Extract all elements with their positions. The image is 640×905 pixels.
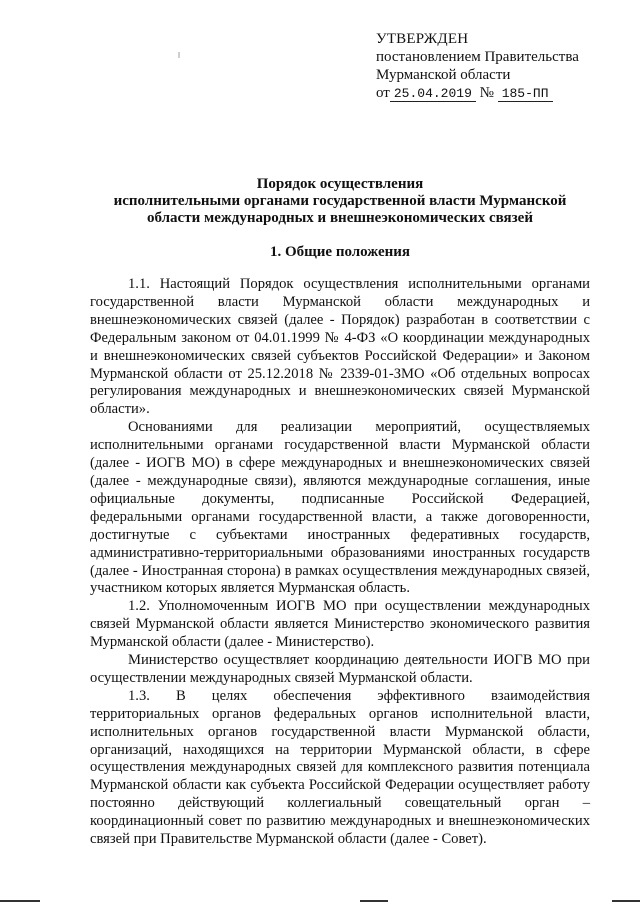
date-prefix: от [376, 85, 390, 101]
footer-rule-left [0, 900, 40, 902]
approval-heading: УТВЕРЖДЕН [376, 31, 469, 47]
approval-block [376, 30, 616, 102]
paragraph-1-1: 1.1. Настоящий Порядок осуществления исполнительными органами государственной власти Мурманской области международных и внешнеэкономических связей (далее - Порядок) разработан в соответствии с Федеральным законом от 04.01.1999 № 4-ФЗ «О координации международных и внешнеэкономических связей субъектов Российской Федерации» и Законом Мурманской области от 25.12.2018 № 2339-01-ЗМО «Об отдельных вопросах регулирования международных и внешнеэкономических связей Мурманской области». [90, 276, 590, 418]
approval-line-2: Мурманской области [376, 67, 511, 83]
title-line-2: исполнительными органами государственной власти Мурманской [113, 193, 567, 209]
approval-date-line [376, 84, 616, 102]
document-title [90, 176, 590, 227]
title-line-1: Порядок осуществления [256, 176, 424, 192]
approval-date: 25.04.2019 [390, 86, 476, 102]
scan-margin-mark [178, 52, 180, 58]
paragraph-1-2: 1.2. Уполномоченным ИОГВ МО при осуществлении международных связей Мурманской области является Министерство экономического развития Мурманской области (далее - Министерство). [90, 598, 590, 651]
footer-rule-right [612, 900, 640, 902]
title-line-3: области международных и внешнеэкономических связей [147, 210, 533, 226]
number-prefix: № [479, 85, 494, 101]
paragraph-1-3: 1.3. В целях обеспечения эффективного взаимодействия территориальных органов федеральных органов исполнительной власти, исполнительных органов государственной власти Мурманской области, организаций, находящихся на территории Мурманской области, в сфере осуществления международных связей для комплексного развития потенциала Мурманской области как субъекта Российской Федерации осуществляет работу постоянно действующий коллегиальный совещательный орган – координационный совет по развитию международных и внешнеэкономических связей при Правительстве Мурманской области (далее - Совет). [90, 687, 590, 848]
paragraph-grounds: Основаниями для реализации мероприятий, осуществляемых исполнительными органами государственной власти Мурманской области (далее - ИОГВ МО) в сфере международных и внешнеэкономических связей (далее - международные связи), являются международные соглашения, иные официальные документы, подписанные Российской Федерацией, федеральными органами государственной власти, а также договоренности, достигнутые с субъектами иностранных федеративных государств, административно-территориальными образованиями иностранных государств (далее - Иностранная сторона) в рамках осуществления международных связей, участником которых является Мурманская область. [90, 419, 590, 597]
footer-rule-mid [360, 900, 388, 902]
section-heading: 1. Общие положения [269, 244, 411, 260]
document-body [90, 276, 590, 849]
approval-line-1: постановлением Правительства [376, 49, 579, 65]
paragraph-ministry: Министерство осуществляет координацию деятельности ИОГВ МО при осуществлении международных связей Мурманской области. [90, 652, 590, 686]
approval-number: 185-ПП [498, 86, 553, 102]
